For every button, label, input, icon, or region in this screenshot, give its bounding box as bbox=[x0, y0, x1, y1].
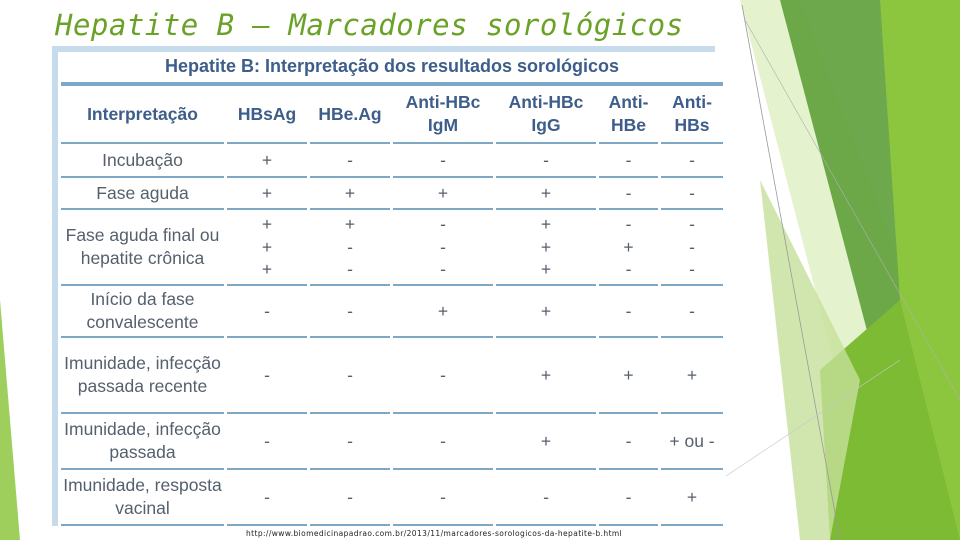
table-row bbox=[61, 178, 723, 210]
marker-cell bbox=[496, 178, 596, 210]
marker-cell bbox=[310, 414, 390, 470]
marker-value: + bbox=[540, 259, 552, 280]
marker-value: + bbox=[540, 430, 552, 451]
marker-value: - bbox=[625, 149, 632, 170]
column-header: Interpretação bbox=[61, 86, 224, 144]
marker-cell bbox=[227, 338, 307, 414]
marker-cell bbox=[393, 178, 493, 210]
marker-value: - bbox=[689, 149, 695, 170]
marker-cell bbox=[227, 286, 307, 338]
interpretation-cell: Fase aguda final ou hepatite crônica bbox=[61, 210, 224, 286]
serology-table bbox=[58, 52, 726, 526]
marker-value: - bbox=[689, 182, 695, 203]
interpretation-cell: Incubação bbox=[61, 144, 224, 178]
marker-cell bbox=[661, 470, 723, 526]
interpretation-cell: Imunidade, infecção passada bbox=[61, 414, 224, 470]
marker-value: + bbox=[261, 182, 273, 203]
marker-value: - bbox=[264, 364, 270, 385]
marker-cell bbox=[599, 144, 658, 178]
marker-value: - bbox=[347, 486, 353, 507]
interpretation-cell: Início da fase convalescente bbox=[61, 286, 224, 338]
marker-value: + bbox=[540, 182, 552, 203]
marker-value: - bbox=[347, 430, 353, 451]
marker-cell bbox=[393, 210, 493, 286]
marker-cell bbox=[599, 338, 658, 414]
marker-cell bbox=[310, 178, 390, 210]
marker-value: - bbox=[347, 236, 353, 257]
marker-cell bbox=[599, 178, 658, 210]
marker-value: - bbox=[689, 300, 695, 321]
marker-value: + bbox=[437, 182, 449, 203]
interpretation-cell: Imunidade, infecção passada recente bbox=[61, 338, 224, 414]
marker-value: - bbox=[440, 236, 446, 257]
marker-cell bbox=[393, 144, 493, 178]
marker-cell bbox=[661, 414, 723, 470]
marker-value: - bbox=[347, 364, 353, 385]
marker-value: - bbox=[347, 259, 353, 280]
marker-value: - bbox=[625, 182, 632, 203]
marker-value: + bbox=[261, 213, 273, 234]
marker-cell bbox=[393, 286, 493, 338]
marker-value: - bbox=[625, 486, 632, 507]
marker-cell bbox=[393, 414, 493, 470]
marker-cell bbox=[310, 210, 390, 286]
marker-value: - bbox=[689, 213, 695, 234]
marker-cell bbox=[393, 338, 493, 414]
column-header: Anti-HBe bbox=[599, 86, 658, 144]
marker-cell bbox=[310, 144, 390, 178]
table-row bbox=[61, 286, 723, 338]
marker-cell bbox=[661, 286, 723, 338]
left-edge-accent bbox=[0, 300, 20, 540]
marker-value: - bbox=[347, 300, 353, 321]
interpretation-cell: Imunidade, resposta vacinal bbox=[61, 470, 224, 526]
marker-value: - bbox=[625, 213, 632, 234]
marker-value: - bbox=[625, 259, 632, 280]
table-caption: Hepatite B: Interpretação dos resultados sorológicos bbox=[61, 52, 723, 86]
column-header: HBsAg bbox=[227, 86, 307, 144]
marker-cell bbox=[599, 286, 658, 338]
marker-value: - bbox=[440, 430, 446, 451]
column-header: Anti-HBs bbox=[661, 86, 723, 144]
marker-value: + bbox=[344, 213, 356, 234]
marker-value: + ou - bbox=[669, 430, 715, 451]
marker-cell bbox=[496, 210, 596, 286]
marker-cell bbox=[496, 338, 596, 414]
marker-value: - bbox=[440, 213, 446, 234]
marker-value: - bbox=[440, 486, 446, 507]
table-row bbox=[61, 144, 723, 178]
interpretation-cell: Fase aguda bbox=[61, 178, 224, 210]
marker-value: + bbox=[540, 300, 552, 321]
marker-value: - bbox=[543, 149, 549, 170]
marker-value: + bbox=[540, 364, 552, 385]
table-row bbox=[61, 470, 723, 526]
marker-cell bbox=[496, 144, 596, 178]
table-row bbox=[61, 338, 723, 414]
source-url: http://www.biomedicinapadrao.com.br/2013/11/marcadores-sorologicos-da-hepatite-b.html bbox=[246, 529, 623, 538]
marker-cell bbox=[227, 470, 307, 526]
marker-cell bbox=[227, 144, 307, 178]
marker-cell bbox=[310, 286, 390, 338]
column-header: HBe.Ag bbox=[310, 86, 390, 144]
marker-value: + bbox=[261, 259, 273, 280]
marker-cell bbox=[393, 470, 493, 526]
marker-value: + bbox=[686, 364, 698, 385]
marker-value: - bbox=[689, 259, 695, 280]
column-header: Anti-HBc IgG bbox=[496, 86, 596, 144]
marker-value: + bbox=[623, 236, 634, 257]
marker-value: + bbox=[344, 182, 356, 203]
marker-value: + bbox=[437, 300, 449, 321]
table-row bbox=[61, 210, 723, 286]
marker-value: - bbox=[264, 300, 270, 321]
marker-value: - bbox=[440, 149, 446, 170]
table-body bbox=[61, 144, 723, 526]
marker-cell bbox=[310, 338, 390, 414]
marker-cell bbox=[661, 178, 723, 210]
marker-value: - bbox=[625, 300, 632, 321]
marker-value: + bbox=[686, 486, 698, 507]
marker-value: - bbox=[543, 486, 549, 507]
marker-value: - bbox=[440, 364, 446, 385]
slide-title: Hepatite B – Marcadores sorológicos bbox=[55, 8, 684, 42]
marker-cell bbox=[599, 210, 658, 286]
marker-cell bbox=[227, 178, 307, 210]
marker-value: - bbox=[440, 259, 446, 280]
marker-cell bbox=[227, 414, 307, 470]
serology-table-frame bbox=[52, 46, 715, 526]
marker-value: + bbox=[261, 236, 273, 257]
marker-cell bbox=[599, 470, 658, 526]
marker-cell bbox=[661, 144, 723, 178]
marker-cell bbox=[661, 338, 723, 414]
marker-cell bbox=[310, 470, 390, 526]
marker-cell bbox=[496, 286, 596, 338]
marker-value: - bbox=[347, 149, 353, 170]
marker-value: + bbox=[540, 236, 552, 257]
table-header-row bbox=[61, 86, 723, 144]
marker-value: + bbox=[540, 213, 552, 234]
marker-value: - bbox=[625, 430, 632, 451]
marker-cell bbox=[496, 414, 596, 470]
marker-cell bbox=[661, 210, 723, 286]
marker-value: - bbox=[264, 486, 270, 507]
table-row bbox=[61, 414, 723, 470]
marker-value: + bbox=[261, 149, 273, 170]
marker-cell bbox=[599, 414, 658, 470]
marker-cell bbox=[496, 470, 596, 526]
marker-cell bbox=[227, 210, 307, 286]
column-header: Anti-HBc IgM bbox=[393, 86, 493, 144]
marker-value: + bbox=[623, 364, 634, 385]
marker-value: - bbox=[689, 236, 695, 257]
marker-value: - bbox=[264, 430, 270, 451]
